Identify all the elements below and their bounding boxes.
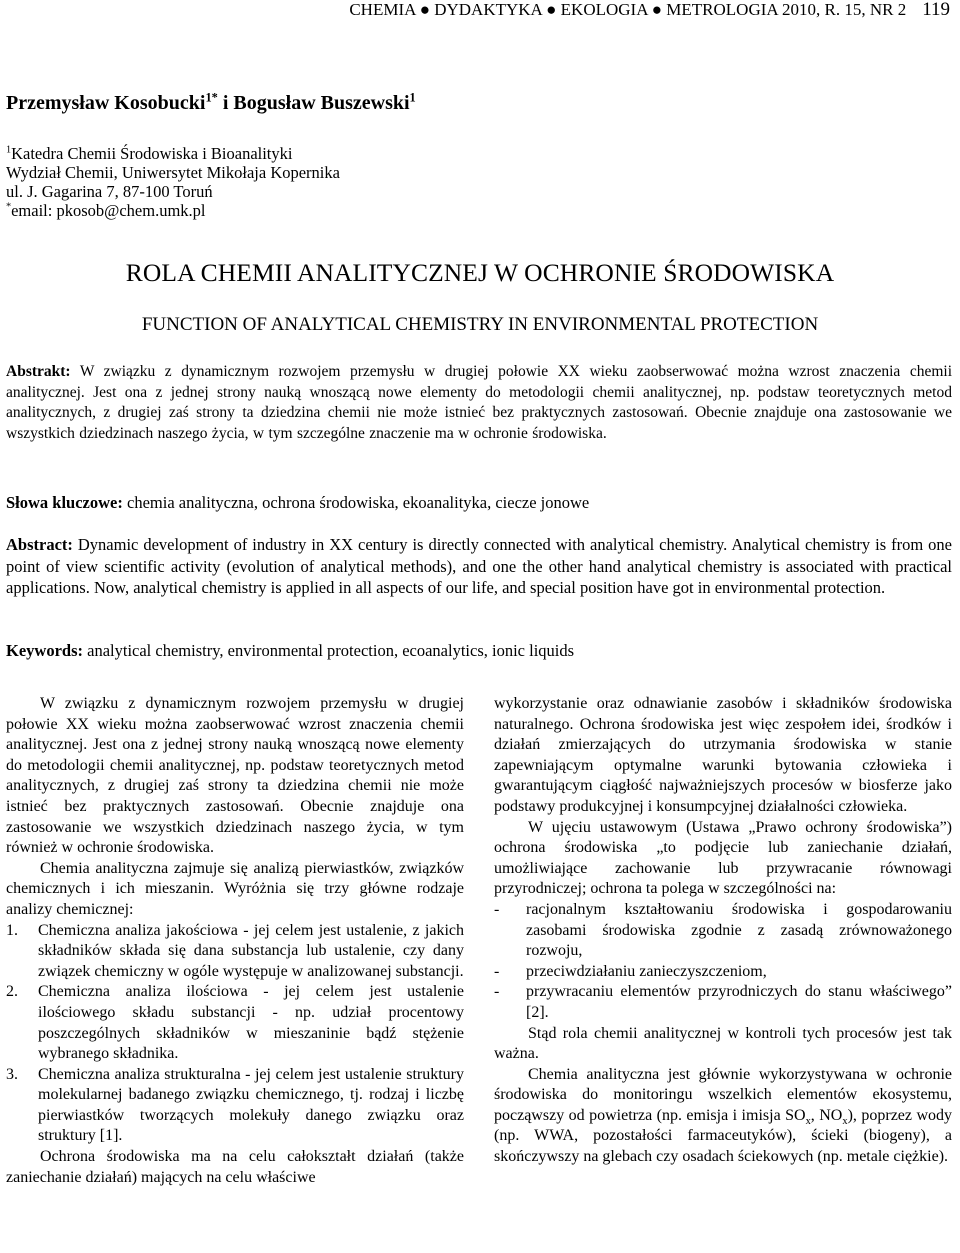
author-1-affiliation-mark: 1* [205,90,218,105]
author-1: Przemysław Kosobucki [6,92,206,114]
body-column-left [6,694,464,1188]
list-item [6,1065,464,1147]
list-item-text: racjonalnym kształtowaniu środowiska i gospodarowaniu zasobami środowiska zgodnie z zasadą zrównoważonego rozwoju, [526,900,952,960]
email-mark: * [6,201,12,213]
paper-title-english: FUNCTION OF ANALYTICAL CHEMISTRY IN ENVIRONMENTAL PROTECTION [141,314,819,335]
body-paragraph: Chemia analityczna zajmuje się analizą pierwiastków, związków chemicznych i ich mieszanin. Wyróżnia się trzy główne rodzaje analizy chemicznej: [6,859,464,918]
list-item-text: przywracaniu elementów przyrodniczych do stanu właściwego” [2]. [526,983,952,1021]
paragraph-text: ), poprzez wody (np. WWA, pozostałości farmaceutyków), ścieki (biogeny), a skończywszy na glebach czy osadach ściekowych (np. metale ciężkie). [494,1106,953,1166]
authors-line [6,92,416,115]
keywords-polish-text: chemia analityczna, ochrona środowiska, ekoanalityka, ciecze jonowe [122,493,590,512]
paper-title-polish: ROLA CHEMII ANALITYCZNEJ W OCHRONIE ŚRODOWISKA [125,258,835,287]
list-number: 3. [6,1065,18,1083]
affiliation-line-1 [6,144,340,163]
keywords-english-text: analytical chemistry, environmental protection, ecoanalytics, ionic liquids [83,641,575,660]
list-item-text: przeciwdziałaniu zanieczyszczeniom, [526,962,767,980]
contact-email[interactable]: email: pkosob@chem.umk.pl [11,201,206,220]
abstract-english [6,534,952,599]
page-number: 119 [922,0,950,20]
body-paragraph: wykorzystanie oraz odnawianie zasobów i składników środowiska naturalnego. Ochrona środowiska jest więc zespołem idei, środków i działań zmierzających do utrzymania środowiska w stanie zapewniającym optymalne warunki bytowania człowieka i gwarantującym ciągłość najważniejszych procesów w biosferze jako podstawy produkcyjnej i konsumpcyjnej działalności człowieka. [494,695,952,815]
affiliation-block [6,144,340,220]
list-item-text: Chemiczna analiza jakościowa - jej celem jest ustalenie, z jakich składników składa się dana substancja lub ustalenie, czy dany związek chemiczny w ogóle występuje w analizowanej substancji. [38,921,464,980]
body-paragraph [494,1065,952,1168]
body-paragraph: W związku z dynamicznym rozwojem przemysłu w drugiej połowie XX wieku można zaobserwować wzrost znaczenia chemii analitycznej. Jest ona z jednej strony nauką wnoszącą nowe elementy do metodologii chemii analitycznej, np. podstaw teoretycznych metod analitycznych, z drugiej zaś strony ta dziedzina chemii nie może istnieć bez praktycznych zastosowań. Obecnie znajduje ona zastosowanie we wszystkich dziedzinach naszego życia, w tym również w ochronie środowiska. [6,695,464,857]
author-2: Bogusław Buszewski [233,92,410,114]
abstract-english-text: Dynamic development of industry in XX century is directly connected with analytical chemistry. Analytical chemistry is from one point of view scientific activity (evolution of analytical methods), and one the other hand analytical chemistry is associated with practical applications. Now, analytical chemistry is applied in all aspects of our life, and special position have got in environmental protection. [6,535,952,597]
affiliation-mark: 1 [6,144,12,156]
paragraph-text: , NO [810,1106,843,1124]
affiliation-line-3: ul. J. Gagarina 7, 87-100 Toruń [6,182,213,201]
running-head-text: CHEMIA ● DYDAKTYKA ● EKOLOGIA ● METROLOGIA 2010, R. 15, NR 2 [349,0,907,19]
affiliation-email-line [6,201,340,220]
keywords-english-label: Keywords: [6,641,83,660]
list-item [6,921,464,983]
list-item-text: Chemiczna analiza strukturalna - jej celem jest ustalenie struktury molekularnej badanego związku chemicznego, tj. rodzaj i liczbę pierwiastków tworzących molekuły danego związku oraz struktury [1]. [38,1065,464,1145]
list-item-text: Chemiczna analiza ilościowa - jej celem jest ustalenie ilościowego składu substancji - np. udział procentowy poszczególnych składników w mieszaninie bądź stężenie wybranego składnika. [38,983,464,1063]
body-paragraph: W ujęciu ustawowym (Ustawa „Prawo ochrony środowiska”) ochrona środowiska „to podjęcie lub zaniechanie działań, umożliwiające zachowanie lub przywracanie równowagi przyrodniczej; ochrona ta polega w szczególności na: [494,818,952,898]
list-item [494,900,952,962]
list-dash: - [494,900,500,918]
list-item [494,982,952,1023]
author-2-affiliation-mark: 1 [409,90,416,105]
list-dash: - [494,962,500,980]
subscript: x [805,1116,811,1128]
subscript: x [842,1116,848,1128]
abstract-polish-label: Abstrakt: [6,363,71,380]
list-item [6,982,464,1064]
list-number: 1. [6,921,18,939]
keywords-english [6,640,952,661]
body-column-right [494,694,952,1168]
keywords-polish [6,492,952,513]
list-dash: - [494,983,500,1001]
abstract-polish [6,362,952,444]
list-number: 2. [6,983,18,1001]
paragraph-text: Chemia analityczna jest głównie wykorzystywana w ochronie środowiska do monitoringu wszelkich elementów ekosystemu, począwszy od powietrza (np. emisja i imisja SO [494,1065,952,1124]
affiliation-department: Katedra Chemii Środowiska i Bioanalityki [11,144,293,163]
running-header [349,0,950,20]
keywords-polish-label: Słowa kluczowe: [6,493,123,512]
affiliation-line-2: Wydział Chemii, Uniwersytet Mikołaja Kopernika [6,163,340,182]
list-item [494,962,952,983]
authors-conjunction: i [217,92,234,114]
body-paragraph: Stąd rola chemii analitycznej w kontroli tych procesów jest tak ważna. [494,1024,952,1063]
body-paragraph: Ochrona środowiska ma na celu całokształt działań (także zaniechanie działań) mających na celu właściwe [6,1148,464,1186]
abstract-english-label: Abstract: [6,535,73,554]
abstract-polish-text: W związku z dynamicznym rozwojem przemysłu w drugiej połowie XX wieku zaobserwować można wzrost znaczenia chemii analitycznej. Jest ona z jednej strony nauką wnoszącą nowe elementy do metodologii chemii analitycznej, np. podstaw teoretycznych metod analitycznych, z drugiej zaś strony ta dziedzina chemii nie może istnieć bez praktycznych zastosowań. Obecnie znajduje ona zastosowanie we wszystkich dziedzinach naszego życia, w tym szczególne znaczenie ma w ochronie środowiska. [6,363,952,442]
